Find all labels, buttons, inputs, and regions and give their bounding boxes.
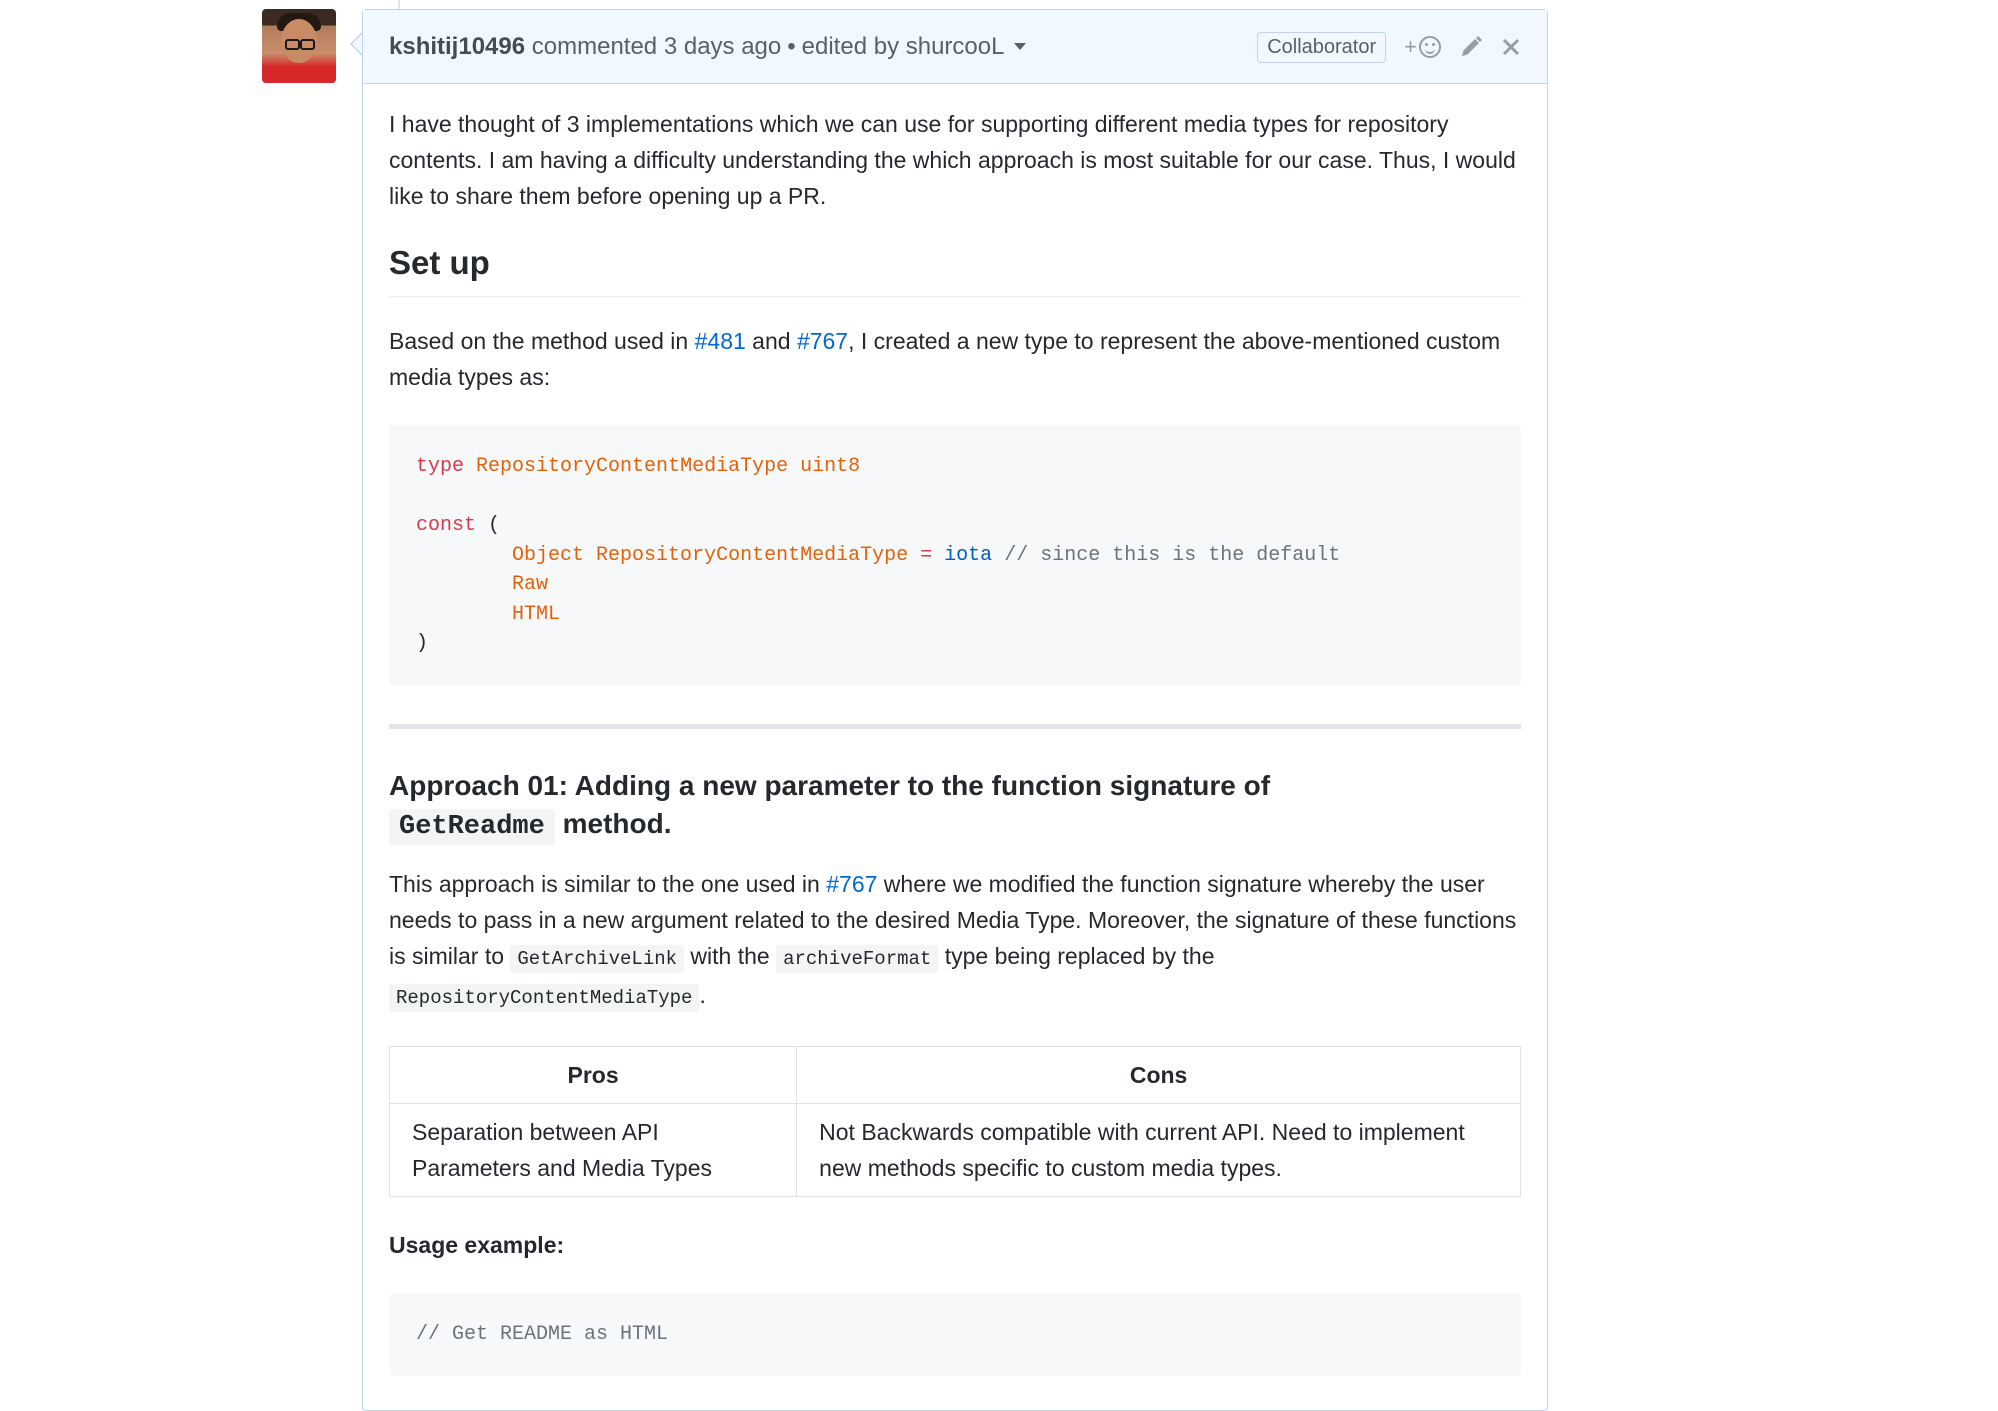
setup-paragraph: Based on the method used in #481 and #767, I created a new type to represent the above-mentioned custom media types as: (389, 328, 1501, 390)
divider (389, 724, 1521, 729)
header-separator: • (787, 32, 796, 60)
approach1-heading: Approach 01: Adding a new parameter to the function signature of GetReadme method. (389, 767, 1521, 846)
edited-by[interactable]: edited by shurcooL (801, 32, 1005, 60)
add-reaction-button[interactable] (1404, 34, 1441, 60)
comment-box (362, 9, 1548, 1411)
comment-header (363, 10, 1547, 84)
issue-link-481[interactable]: #481 (694, 328, 746, 354)
pros-cons-table (389, 1046, 1521, 1197)
collaborator-badge: Collaborator (1257, 32, 1386, 63)
issue-link-767-b[interactable]: #767 (826, 870, 878, 897)
code-block-usage: // Get README as HTML (389, 1293, 1521, 1377)
close-icon (1501, 37, 1521, 57)
edit-button[interactable] (1459, 35, 1483, 59)
plus-label: + (1404, 34, 1417, 59)
table-cell: Not Backwards compatible with current API. Need to implement new methods specific to custom media types. (797, 1103, 1521, 1196)
comment-author[interactable]: kshitij10496 (389, 32, 526, 60)
smiley-icon (1419, 36, 1441, 58)
code-block-types: type RepositoryContentMediaType uint8 const ( Object RepositoryContentMediaType = iota // since this is the default Raw HTML ) (389, 425, 1521, 686)
close-button[interactable] (1501, 37, 1521, 57)
setup-heading: Set up (389, 244, 1521, 297)
issue-link-767[interactable]: #767 (796, 328, 849, 354)
table-row (390, 1103, 1521, 1196)
usage-label: Usage example: (389, 1231, 565, 1258)
table-header-cons: Cons (797, 1046, 1521, 1103)
comment-time[interactable]: 3 days ago (663, 32, 782, 60)
pencil-icon (1459, 35, 1483, 59)
table-header-pros: Pros (390, 1046, 797, 1103)
chevron-down-icon[interactable] (1014, 43, 1026, 50)
approach1-paragraph: This approach is similar to the one used in #767 where we modified the function signature whereby the user needs to pass in a new argument related to the desired Media Type. Moreover, the signature of these functions is similar to GetArchiveLink with the archiveFormat type being replaced by the RepositoryContentMediaType . (389, 866, 1521, 1016)
comment-action: commented (531, 32, 658, 60)
comment-body (363, 84, 1547, 1376)
table-cell: Separation between API Parameters and Media Types (390, 1103, 797, 1196)
avatar[interactable] (262, 9, 336, 83)
intro-paragraph: I have thought of 3 implementations which we can use for supporting different media types for repository contents. I am having a difficulty understanding the which approach is most suitable for our case. Thus, I would like to share them before opening up a PR. (389, 111, 1516, 209)
